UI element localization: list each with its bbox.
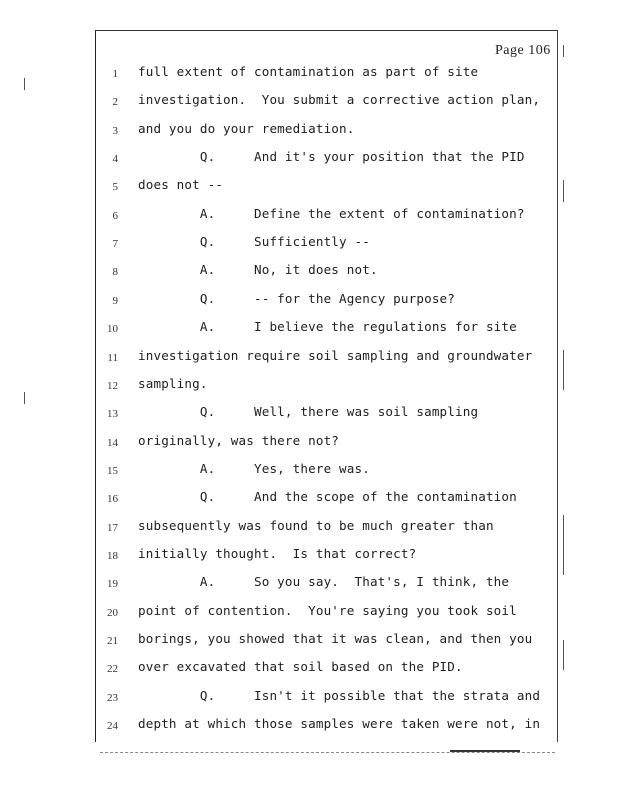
transcript-line — [0, 603, 619, 623]
line-number: 8 — [112, 266, 118, 279]
line-number: 1 — [112, 68, 118, 80]
transcript-line — [0, 234, 619, 254]
line-text: Q. Sufficiently -- — [138, 234, 370, 250]
line-text: A. Define the extent of contamination? — [138, 205, 525, 221]
line-text: does not -- — [138, 177, 224, 193]
line-text: Q. -- for the Agency purpose? — [138, 290, 456, 306]
line-text: Q. And the scope of the contamination — [138, 489, 517, 505]
margin-mark — [563, 350, 564, 390]
transcript-line — [0, 376, 619, 396]
line-text: depth at which those samples were taken were not, in — [138, 716, 541, 732]
transcript-line — [0, 291, 619, 311]
transcript-line — [0, 206, 619, 226]
line-number: 24 — [107, 720, 118, 733]
margin-mark — [563, 515, 564, 575]
transcript-line — [0, 319, 619, 339]
line-number: 19 — [107, 578, 118, 591]
line-text: investigation. You submit a corrective action plan, — [138, 92, 541, 108]
line-text: originally, was there not? — [138, 432, 340, 448]
line-text: and you do your remediation. — [138, 120, 355, 136]
transcript-line — [0, 546, 619, 566]
transcript-line — [0, 149, 619, 169]
margin-mark — [563, 180, 564, 202]
line-text: point of contention. You're saying you took soil — [138, 602, 517, 618]
margin-mark — [24, 78, 25, 90]
line-text: borings, you showed that it was clean, and then you — [138, 631, 533, 646]
line-number: 14 — [107, 436, 118, 449]
transcript-line — [0, 489, 619, 509]
line-number: 6 — [112, 209, 118, 222]
transcript-line — [0, 92, 619, 112]
line-text: A. I believe the regulations for site — [138, 319, 517, 335]
line-number: 21 — [107, 635, 118, 647]
bottom-rule-accent — [450, 750, 520, 752]
line-number: 12 — [107, 379, 118, 392]
line-text: initially thought. Is that correct? — [138, 545, 417, 561]
line-number: 15 — [107, 464, 118, 477]
line-text: Q. Well, there was soil sampling — [138, 404, 479, 420]
transcript-line — [0, 688, 619, 708]
line-text: investigation require soil sampling and groundwater — [138, 347, 533, 363]
line-text: Q. Isn't it possible that the strata and — [138, 687, 541, 703]
line-number: 10 — [107, 323, 118, 336]
line-number: 13 — [107, 408, 118, 421]
transcript-line — [0, 518, 619, 538]
transcript-line — [0, 121, 619, 141]
line-number: 2 — [112, 96, 118, 109]
line-number: 18 — [107, 549, 118, 562]
line-text: Q. And it's your position that the PID — [138, 149, 525, 165]
line-number: 3 — [112, 124, 118, 137]
transcript-line — [0, 631, 619, 651]
transcript-line — [0, 659, 619, 679]
transcript-line — [0, 574, 619, 594]
line-text: A. Yes, there was. — [138, 460, 370, 476]
line-number: 22 — [107, 663, 118, 676]
line-text: sampling. — [138, 375, 208, 391]
margin-mark — [563, 45, 564, 57]
transcript-line — [0, 64, 619, 84]
margin-mark — [24, 392, 25, 404]
line-number: 17 — [107, 521, 118, 534]
line-number: 20 — [107, 606, 118, 619]
transcript-line — [0, 262, 619, 282]
transcript-line — [0, 348, 619, 368]
transcript-line — [0, 404, 619, 424]
line-number: 11 — [107, 351, 118, 364]
page-number: Page 106 — [495, 43, 551, 58]
transcript-line — [0, 716, 619, 736]
line-number: 4 — [112, 153, 118, 166]
transcript-line — [0, 461, 619, 481]
line-number: 5 — [112, 181, 118, 194]
line-text: full extent of contamination as part of site — [138, 64, 479, 79]
line-text: A. So you say. That's, I think, the — [138, 574, 510, 590]
line-text: A. No, it does not. — [138, 262, 378, 278]
margin-mark — [563, 640, 564, 670]
line-number: 23 — [107, 691, 118, 704]
line-number: 16 — [107, 493, 118, 506]
bottom-rule — [100, 752, 555, 753]
transcript-line — [0, 433, 619, 453]
line-text: subsequently was found to be much greater than — [138, 517, 494, 533]
transcript-line — [0, 177, 619, 197]
line-text: over excavated that soil based on the PID. — [138, 659, 463, 675]
line-number: 7 — [112, 238, 118, 251]
line-number: 9 — [112, 294, 118, 307]
